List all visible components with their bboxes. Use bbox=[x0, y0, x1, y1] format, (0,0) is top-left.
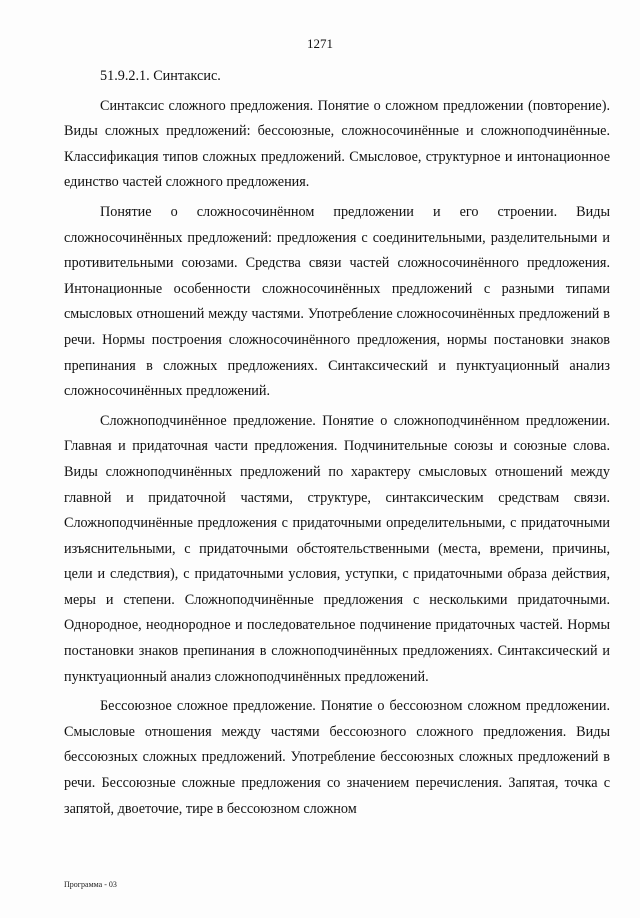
page-footer: Программа - 03 bbox=[64, 880, 117, 889]
page-content bbox=[64, 64, 610, 822]
page-number: 1271 bbox=[307, 36, 333, 51]
paragraph-compound-sentence: Понятие о сложносочинённом предложении и его строении. Виды сложносочинённых предложений: предложения с соединительными, разделительными и противительными союзами. Средства связи частей сложносочинённого предложения. Интонационные особенности сложносочинённых предложений с разными типами смысловых отношений между частями. Употребление сложносочинённых предложений в речи. Нормы построения сложносочинённого предложения, нормы постановки знаков препинания в сложных предложениях. Синтаксический и пунктуационный анализ сложносочинённых предложений. bbox=[64, 203, 610, 400]
section-heading: 51.9.2.1. Синтаксис. bbox=[100, 68, 221, 84]
paragraph-complex-sentence: Сложноподчинённое предложение. Понятие о сложноподчинённом предложении. Главная и придаточная части предложения. Подчинительные союзы и союзные слова. Виды сложноподчинённых предложений по характеру смысловых отношений между главной и придаточной частями, структуре, синтаксическим средствам связи. Сложноподчинённые предложения с придаточными определительными, с придаточными изъяснительными, с придаточными обстоятельственными (места, времени, причины, цели и следствия), с придаточными условия, уступки, с придаточными образа действия, меры и степени. Сложноподчинённые предложения с несколькими придаточными. Однородное, неоднородное и последовательное подчинение придаточных частей. Нормы постановки знаков препинания в сложноподчинённых предложениях. Синтаксический и пунктуационный анализ сложноподчинённых предложений. bbox=[64, 412, 610, 685]
paragraph-asyndetic-sentence: Бессоюзное сложное предложение. Понятие о бессоюзном сложном предложении. Смысловые отношения между частями бессоюзного сложного предложения. Виды бессоюзных сложных предложений. Употребление бессоюзных сложных предложений в речи. Бессоюзные сложные предложения со значением перечисления. Запятая, точка с запятой, двоеточие, тире в бессоюзном сложном bbox=[64, 698, 610, 817]
paragraph-syntax: Синтаксис сложного предложения. Понятие о сложном предложении (повторение). Виды сложных предложений: бессоюзные, сложносочинённые и сложноподчинённые. Классификация типов сложных предложений. Смысловое, структурное и интонационное единство частей сложного предложения. bbox=[64, 97, 610, 191]
